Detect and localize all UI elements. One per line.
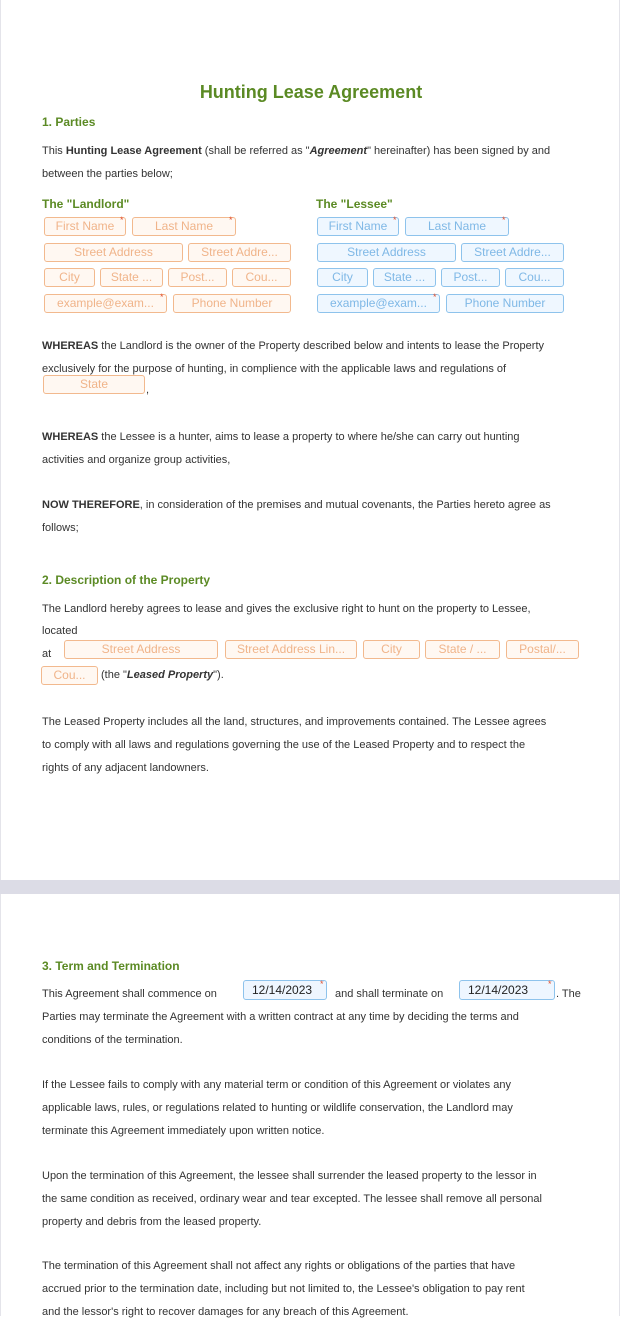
- property-street2-field[interactable]: Street Address Lin...: [225, 640, 357, 659]
- lessee-phone-field[interactable]: Phone Number: [446, 294, 564, 313]
- section-3-heading: 3. Term and Termination: [42, 959, 180, 973]
- required-marker: *: [393, 215, 397, 225]
- landlord-street-field[interactable]: Street Address: [44, 243, 183, 262]
- lessee-postal-field[interactable]: Post...: [441, 268, 500, 287]
- term-paragraph: Parties may terminate the Agreement with a written contract at any time by deciding the terms and conditions of the termination.: [42, 1011, 519, 1046]
- commence-text: This Agreement shall commence on: [42, 988, 217, 1000]
- property-description-paragraph: The Landlord hereby agrees to lease and gives the exclusive right to hunt on the property to Lessee,: [42, 603, 531, 615]
- landlord-postal-field[interactable]: Post...: [168, 268, 227, 287]
- required-marker: *: [320, 979, 324, 989]
- whereas-lessee-paragraph: WHEREAS the Lessee is a hunter, aims to lease a property to where he/she can carry out hunting activities and organize group activities,: [42, 431, 520, 466]
- leased-property-text: (the "Leased Property").: [101, 669, 224, 681]
- required-marker: *: [502, 215, 506, 225]
- required-marker: *: [120, 215, 124, 225]
- property-state-field[interactable]: State: [43, 375, 145, 394]
- the-text: . The: [556, 988, 581, 1000]
- property-city-field[interactable]: City: [363, 640, 420, 659]
- landlord-country-field[interactable]: Cou...: [232, 268, 291, 287]
- required-marker: *: [433, 292, 437, 302]
- lessee-city-field[interactable]: City: [317, 268, 368, 287]
- lessee-street2-field[interactable]: Street Addre...: [461, 243, 564, 262]
- landlord-city-field[interactable]: City: [44, 268, 95, 287]
- page-separator: [0, 880, 620, 894]
- obligations-paragraph: The termination of this Agreement shall not affect any rights or obligations of the parties that have accrued prior to the termination date, including but not limited to, the Lessee's obligation to pay rent and the lessor's right to recover damages for any breach of this Agreement.: [42, 1260, 525, 1318]
- document-title: Hunting Lease Agreement: [199, 82, 423, 102]
- end-date-field[interactable]: 12/14/2023: [459, 980, 555, 1000]
- lessee-country-field[interactable]: Cou...: [505, 268, 564, 287]
- leased-property-paragraph: The Leased Property includes all the land, structures, and improvements contained. The Lessee agrees to comply with all laws and regulations governing the use of the Leased Property and to respect the rights of any adjacent landowners.: [42, 716, 547, 774]
- lessee-email-field[interactable]: example@exam...: [317, 294, 440, 313]
- required-marker: *: [548, 979, 552, 989]
- lessee-street-field[interactable]: Street Address: [317, 243, 456, 262]
- surrender-paragraph: Upon the termination of this Agreement, the lessee shall surrender the leased property to the lessor in the same condition as received, ordinary wear and tear excepted. The lessee shall remove all personal property and debris from the leased property.: [42, 1170, 542, 1228]
- whereas-landlord-paragraph: WHEREAS the Landlord is the owner of the Property described below and intents to lease the Property exclusively for the purpose of hunting, in complience with the applicable laws and regulations of: [42, 340, 545, 375]
- section-2-heading: 2. Description of the Property: [42, 573, 211, 587]
- required-marker: *: [229, 215, 233, 225]
- section-1-heading: 1. Parties: [42, 115, 96, 129]
- property-street-field[interactable]: Street Address: [64, 640, 218, 659]
- intro-paragraph: This Hunting Lease Agreement (shall be referred as "Agreement" hereinafter) has been signed by and between the parties below;: [42, 145, 551, 180]
- at-text: at: [42, 648, 52, 660]
- comma: ,: [146, 384, 150, 396]
- landlord-state-field[interactable]: State ...: [100, 268, 163, 287]
- landlord-street2-field[interactable]: Street Addre...: [188, 243, 291, 262]
- now-therefore-paragraph: NOW THEREFORE, in consideration of the premises and mutual covenants, the Parties hereto agree as follows;: [42, 499, 551, 534]
- start-date-field[interactable]: 12/14/2023: [243, 980, 327, 1000]
- lessee-last-name-field[interactable]: Last Name: [405, 217, 509, 236]
- landlord-phone-field[interactable]: Phone Number: [173, 294, 291, 313]
- landlord-first-name-field[interactable]: First Name: [44, 217, 126, 236]
- located-text: located: [42, 625, 78, 637]
- breach-paragraph: If the Lessee fails to comply with any material term or condition of this Agreement or violates any applicable laws, rules, or regulations related to hunting or wildlife conservation, the Landlord may terminate this Agreement immediately upon written notice.: [42, 1079, 513, 1137]
- property-state-field-2[interactable]: State / ...: [425, 640, 500, 659]
- lessee-label: The "Lessee": [316, 197, 393, 211]
- landlord-last-name-field[interactable]: Last Name: [132, 217, 236, 236]
- document-page-2: [0, 894, 620, 1316]
- property-country-field[interactable]: Cou...: [41, 666, 98, 685]
- landlord-email-field[interactable]: example@exam...: [44, 294, 167, 313]
- terminate-text: and shall terminate on: [335, 988, 444, 1000]
- lessee-state-field[interactable]: State ...: [373, 268, 436, 287]
- required-marker: *: [160, 292, 164, 302]
- property-postal-field[interactable]: Postal/...: [506, 640, 579, 659]
- landlord-label: The "Landlord": [42, 197, 130, 211]
- lessee-first-name-field[interactable]: First Name: [317, 217, 399, 236]
